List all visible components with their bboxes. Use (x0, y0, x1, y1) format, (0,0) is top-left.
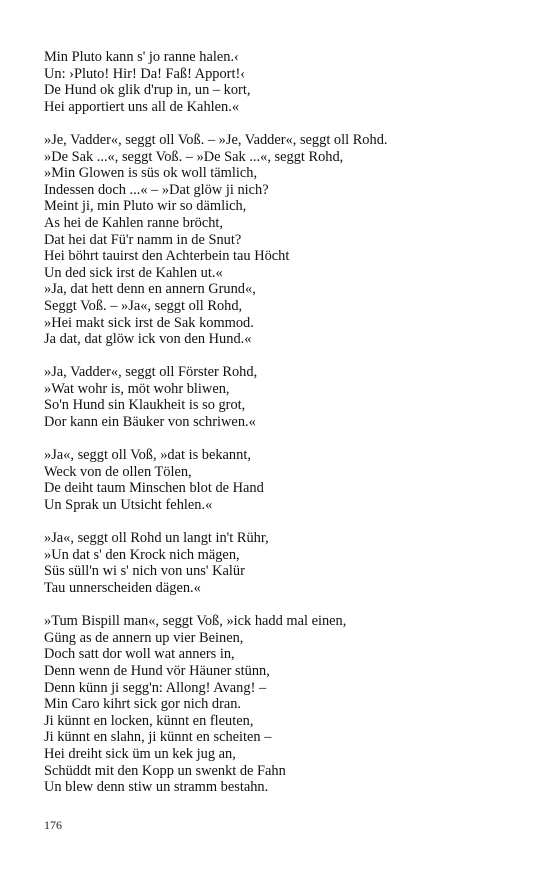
verse-line: »Ja«, seggt oll Rohd un langt in't Rühr, (44, 530, 269, 547)
verse-line: Denn wenn de Hund vör Häuner stünn, (44, 662, 270, 679)
verse-line: »De Sak ...«, seggt Voß. – »De Sak ...«, seggt Rohd, (44, 148, 344, 165)
verse-line: Doch satt dor woll wat anners in, (44, 646, 235, 663)
stanza (44, 132, 524, 348)
verse-line: »Hei makt sick irst de Sak kommod. (44, 314, 254, 331)
verse-line: Tau unnerscheiden dägen.« (44, 580, 201, 596)
verse-line: Hei böhrt tauirst den Achterbein tau Höcht (44, 248, 290, 265)
verse-line: Ji künnt en locken, künnt en fleuten, (44, 712, 254, 729)
verse-line: Dor kann ein Bäuker von schriwen.« (44, 414, 256, 431)
stanza (44, 447, 524, 513)
verse-line: Weck von de ollen Tölen, (44, 463, 192, 480)
verse-line: De deiht taum Minschen blot de Hand (44, 480, 264, 497)
verse-line: »Min Glowen is süs ok woll tämlich, (44, 165, 258, 182)
verse-line: »Ja«, seggt oll Voß, »dat is bekannt, (44, 447, 251, 464)
stanza (44, 613, 524, 796)
verse-line: Hei dreiht sick üm un kek jug an, (44, 745, 236, 762)
verse-line: Hei apportiert uns all de Kahlen.« (44, 98, 240, 115)
verse-line: Min Caro kihrt sick gor nich dran. (44, 696, 242, 713)
verse-line: Süs süll'n wi s' nich von uns' Kalür (44, 563, 245, 580)
verse-line: »Wat wohr is, möt wohr bliwen, (44, 380, 230, 397)
stanza (44, 49, 524, 115)
verse-line: »Je, Vadder«, seggt oll Voß. – »Je, Vadder«, seggt oll Rohd. (44, 131, 388, 148)
verse-line: Ja dat, dat glöw ick von den Hund.« (44, 331, 252, 348)
verse-line: Min Pluto kann s' jo ranne halen.‹ (44, 49, 239, 65)
verse-line: Meint ji, min Pluto wir so dämlich, (44, 198, 247, 215)
verse-line: Seggt Voß. – »Ja«, seggt oll Rohd, (44, 297, 243, 314)
verse-line: Ji künnt en slahn, ji künnt en scheiten – (44, 729, 272, 746)
verse-line: »Tum Bispill man«, seggt Voß, »ick hadd mal einen, (44, 613, 347, 630)
verse-line: De Hund ok glik d'rup in, un – kort, (44, 82, 251, 99)
verse-line: Un blew denn stiw un stramm bestahn. (44, 779, 269, 796)
verse-line: Un Sprak un Utsicht fehlen.« (44, 497, 213, 514)
verse-line: As hei de Kahlen ranne bröcht, (44, 214, 224, 231)
verse-line: Un ded sick irst de Kahlen ut.« (44, 264, 223, 281)
stanza (44, 364, 524, 430)
verse-line: Schüddt mit den Kopp un swenkt de Fahn (44, 762, 286, 779)
verse-line: Indessen doch ...« – »Dat glöw ji nich? (44, 181, 269, 198)
verse-line: So'n Hund sin Klaukheit is so grot, (44, 397, 246, 414)
stanza (44, 530, 524, 596)
verse-line: Güng as de annern up vier Beinen, (44, 629, 244, 646)
verse-line: »Ja, Vadder«, seggt oll Förster Rohd, (44, 364, 258, 381)
verse-line: Denn künn ji segg'n: Allong! Avang! – (44, 679, 267, 696)
verse-line: Un: ›Pluto! Hir! Da! Faß! Apport!‹ (44, 65, 246, 82)
verse-line: Dat hei dat Fü'r namm in de Snut? (44, 231, 242, 248)
verse-line: »Un dat s' den Krock nich mägen, (44, 546, 240, 563)
verse-line: »Ja, dat hett denn en annern Grund«, (44, 281, 256, 298)
page-number: 176 (44, 818, 62, 832)
poem-text (44, 49, 524, 812)
